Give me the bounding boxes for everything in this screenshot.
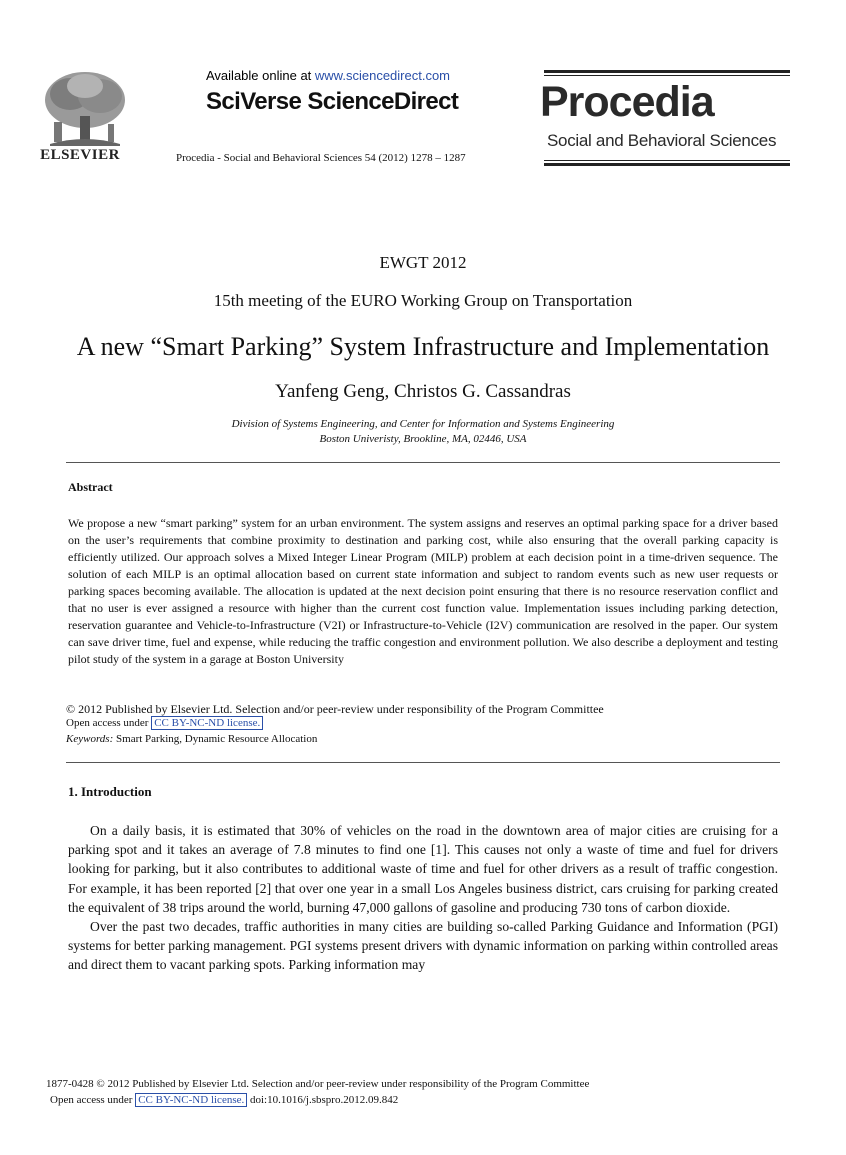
- journal-reference: Procedia - Social and Behavioral Sciences 54 (2012) 1278 – 1287: [176, 152, 466, 164]
- license-link[interactable]: CC BY-NC-ND license.: [151, 716, 263, 730]
- procedia-bottom-rule: [544, 163, 790, 166]
- section-heading-introduction: 1. Introduction: [68, 784, 152, 799]
- footer-open-access-prefix: Open access under: [50, 1094, 136, 1106]
- sciencedirect-link[interactable]: www.sciencedirect.com: [314, 68, 451, 83]
- abstract-text: We propose a new “smart parking” system for an urban environment. The system assigns and reserves an optimal parking space for a driver based on the user’s requirements that combine proximity to destination and parking cost, while also ensuring that the overall parking capacity is efficiently utilized. Our approach solves a Mixed Integer Linear Program (MILP) problem at each decision point in a time-driven sequence. The solution of each MILP is an optimal allocation based on current state information and subject to random events such as new user requests or parking spaces becoming available. The allocation is updated at the next decision point ensuring that there is no resource reservation conflict and that no user is ever assigned a resource with higher than the current cost function value. Implementation issues including parking detection, reservation guarantee and Vehicle-to-Infrastructure (V2I) or Infrastructure-to-Vehicle (I2V) communication are resolved in the paper. Our system can save driver time, fuel and expense, while reducing the traffic congestion and environment pollution. We also describe a deployment and testing pilot study of the system in a garage at Boston University: [68, 516, 778, 666]
- procedia-bottom-rule-thin: [544, 160, 790, 161]
- footer-issn-line: 1877-0428 © 2012 Published by Elsevier Ltd. Selection and/or peer-review under responsibility of the Program Committee: [46, 1078, 590, 1090]
- affiliation-line-2: Boston Univeristy, Brookline, MA, 02446, USA: [319, 433, 527, 445]
- open-access-prefix: Open access under: [66, 717, 152, 729]
- introduction-body: [68, 821, 778, 975]
- open-access-notice: [66, 717, 263, 729]
- intro-paragraph-1: On a daily basis, it is estimated that 30% of vehicles on the road in the downtown area of major cities are cruising for a parking spot and it takes an average of 7.8 minutes to find one [1]. This causes not only a waste of time and fuel for drivers looking for parking, but it also contributes to additional waste of time and fuel for other drivers as a result of traffic congestion. For example, it has been reported [2] that over one year in a small Los Angeles business district, cars cruising for parking created the equivalent of 38 trips around the world, burning 47,000 gallons of gasoline and producing 730 tons of carbon dioxide.: [68, 823, 778, 915]
- procedia-top-rule-thin: [544, 75, 790, 76]
- divider-middle: [66, 762, 780, 763]
- footer-license-doi: [50, 1094, 398, 1106]
- keywords-label: Keywords:: [66, 733, 114, 745]
- intro-paragraph-2: Over the past two decades, traffic authorities in many cities are building so-called Parking Guidance and Information (PGI) systems for better parking management. PGI systems present drivers with dynamic information on parking within controlled areas and direct them to vacant parking spots. Parking information may: [68, 919, 778, 973]
- available-prefix: Available online at: [206, 68, 315, 83]
- paper-title: A new “Smart Parking” System Infrastructure and Implementation: [76, 332, 770, 361]
- affiliation-line-1: Division of Systems Engineering, and Center for Information and Systems Engineering: [231, 418, 615, 430]
- abstract-heading: Abstract: [68, 480, 113, 494]
- footer-doi: doi:10.1016/j.sbspro.2012.09.842: [247, 1094, 399, 1106]
- paper-authors: Yanfeng Geng, Christos G. Cassandras: [275, 381, 571, 402]
- meeting-name: 15th meeting of the EURO Working Group on Transportation: [213, 291, 633, 310]
- keywords: [66, 733, 317, 745]
- divider-top: [66, 462, 780, 463]
- available-online-text: [206, 68, 450, 83]
- conference-name: EWGT 2012: [379, 253, 467, 272]
- keywords-list: Smart Parking, Dynamic Resource Allocation: [113, 733, 318, 745]
- copyright-notice: © 2012 Published by Elsevier Ltd. Selection and/or peer-review under responsibility of the Program Committee: [66, 702, 604, 716]
- footer-license-link[interactable]: CC BY-NC-ND license.: [135, 1093, 247, 1107]
- procedia-logo-title: Procedia: [540, 78, 714, 126]
- publisher-name: ELSEVIER: [40, 147, 120, 163]
- procedia-logo-subtitle: Social and Behavioral Sciences: [547, 131, 777, 150]
- sciverse-sciencedirect-logo: SciVerse ScienceDirect: [206, 88, 459, 115]
- procedia-top-rule: [544, 70, 790, 73]
